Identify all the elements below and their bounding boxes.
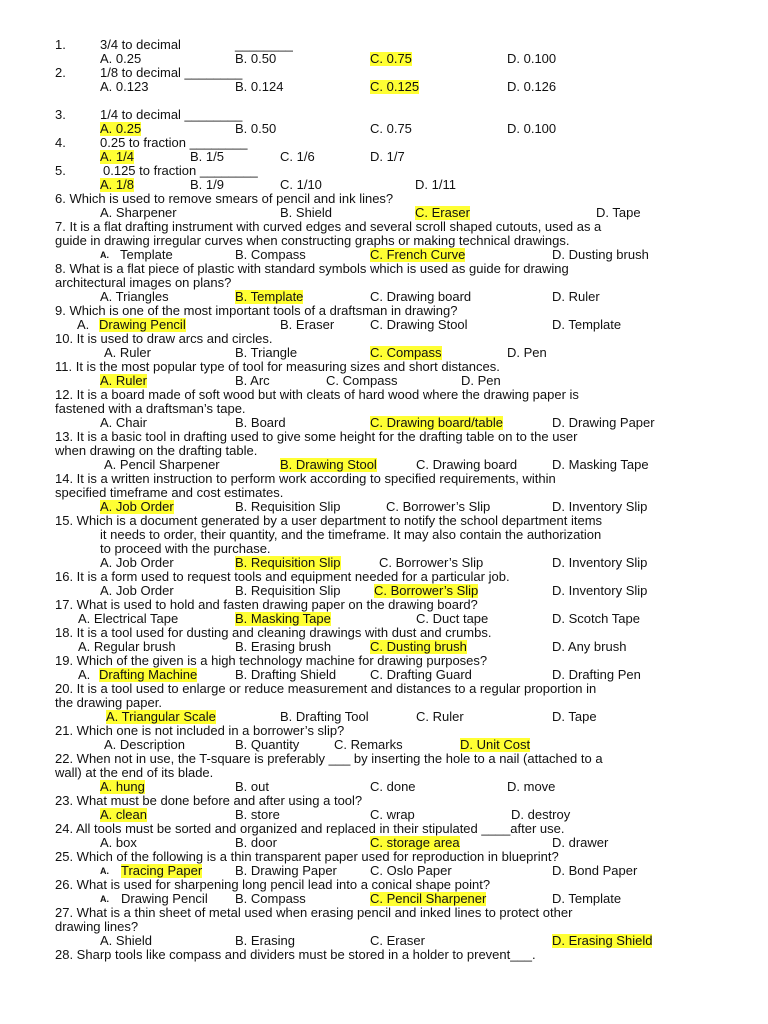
text-line-64	[0, 934, 768, 948]
text-line-48	[0, 710, 768, 724]
text-segment: C. Drafting Guard	[370, 667, 472, 682]
text-segment: 9. Which is one of the most important tools of a draftsman in drawing?	[55, 303, 458, 318]
text-segment: 10. It is used to draw arcs and circles.	[55, 331, 273, 346]
text-segment: D. Bond Paper	[552, 863, 638, 878]
text-segment: A. box	[100, 835, 137, 850]
highlighted-answer: B. Template	[235, 289, 304, 304]
text-segment: A. Job Order	[100, 583, 174, 598]
text-segment: D. drawer	[552, 835, 609, 850]
text-segment: B. Triangle	[235, 345, 298, 360]
text-segment: B. Requisition Slip	[235, 499, 341, 514]
text-line-12	[0, 206, 768, 220]
text-segment: A. Regular brush	[78, 639, 176, 654]
text-segment: B. 1/5	[190, 149, 224, 164]
text-segment: 15. Which is a document generated by a user department to notify the school department items	[55, 513, 603, 528]
text-line-4	[0, 80, 768, 94]
text-line-35	[0, 528, 768, 542]
highlighted-answer: A. Job Order	[100, 499, 174, 514]
text-line-37	[0, 556, 768, 570]
text-line-20	[0, 318, 768, 332]
text-segment: B. out	[235, 779, 269, 794]
text-segment: specified timeframe and cost estimates.	[55, 485, 284, 500]
text-segment: B. 1/9	[190, 177, 224, 192]
text-segment: C. Borrower’s Slip	[379, 555, 484, 570]
text-segment: 27. What is a thin sheet of metal used when erasing pencil and inked lines to protect other	[55, 905, 573, 920]
text-segment: Drawing Pencil	[121, 891, 208, 906]
text-segment: 3/4 to decimal	[100, 37, 181, 52]
text-segment: D. destroy	[511, 807, 571, 822]
text-line-63	[0, 920, 768, 934]
text-line-53	[0, 780, 768, 794]
text-segment: 12. It is a board made of soft wood but with cleats of hard wood where the drawing paper is	[55, 387, 579, 402]
text-segment: D. Any brush	[552, 639, 627, 654]
text-segment: B. Arc	[235, 373, 270, 388]
text-line-62	[0, 906, 768, 920]
text-line-29	[0, 444, 768, 458]
text-segment: D. Inventory Slip	[552, 583, 648, 598]
text-segment: A. Ruler	[104, 345, 151, 360]
text-segment: 13. It is a basic tool in drafting used to give some height for the drafting table on to the user	[55, 429, 578, 444]
text-segment: D. Drawing Paper	[552, 415, 655, 430]
text-segment: C. 0.75	[370, 121, 412, 136]
highlighted-answer: C. Pencil Sharpener	[370, 891, 487, 906]
text-segment: 23. What must be done before and after using a tool?	[55, 793, 363, 808]
text-segment: 24. All tools must be sorted and organized and replaced in their stipulated ____after use.	[55, 821, 565, 836]
highlighted-answer: C. Compass	[370, 345, 442, 360]
text-segment: 1/4 to decimal ________	[100, 107, 243, 122]
text-segment: D. Dusting brush	[552, 247, 649, 262]
text-line-19	[0, 304, 768, 318]
text-line-39	[0, 584, 768, 598]
text-line-33	[0, 500, 768, 514]
text-segment: 6. Which is used to remove smears of pencil and ink lines?	[55, 191, 394, 206]
text-line-23	[0, 360, 768, 374]
text-segment: C. 1/10	[280, 177, 322, 192]
text-segment: B. Board	[235, 415, 286, 430]
text-segment: C. 1/6	[280, 149, 315, 164]
text-segment: 17. What is used to hold and fasten drawing paper on the drawing board?	[55, 597, 478, 612]
text-segment: B. Eraser	[280, 317, 335, 332]
text-line-13	[0, 220, 768, 234]
text-segment: 5.	[55, 163, 66, 178]
highlighted-answer: A. 1/8	[100, 177, 134, 192]
text-line-34	[0, 514, 768, 528]
highlighted-answer: A. 1/4	[100, 149, 134, 164]
highlighted-answer: A. hung	[100, 779, 145, 794]
highlighted-answer: Tracing Paper	[121, 863, 203, 878]
text-segment: A. Job Order	[100, 555, 174, 570]
text-segment: the drawing paper.	[55, 695, 162, 710]
text-line-65	[0, 948, 768, 962]
text-segment: A.	[100, 866, 109, 876]
text-line-16	[0, 262, 768, 276]
text-segment: when drawing on the drafting table.	[55, 443, 258, 458]
text-segment: B. Drawing Paper	[235, 863, 337, 878]
text-segment: to proceed with the purchase.	[100, 541, 271, 556]
text-segment: C. Drawing board	[416, 457, 518, 472]
highlighted-answer: C. Dusting brush	[370, 639, 467, 654]
text-segment: B. Compass	[235, 247, 306, 262]
highlighted-answer: A. Ruler	[100, 373, 147, 388]
text-segment: drawing lines?	[55, 919, 139, 934]
text-segment: 1/8 to decimal ________	[100, 65, 243, 80]
text-segment: D. Inventory Slip	[552, 499, 648, 514]
text-segment: architectural images on plans?	[55, 275, 232, 290]
text-segment: A.	[77, 317, 90, 332]
text-line-47	[0, 696, 768, 710]
text-segment: A. Chair	[100, 415, 147, 430]
text-segment: D. Tape	[596, 205, 641, 220]
highlighted-answer: B. Masking Tape	[235, 611, 331, 626]
text-segment: D. move	[507, 779, 556, 794]
text-segment: B. store	[235, 807, 280, 822]
text-segment: D. Scotch Tape	[552, 611, 640, 626]
text-segment: B. Drafting Shield	[235, 667, 337, 682]
highlighted-answer: C. French Curve	[370, 247, 466, 262]
text-line-24	[0, 374, 768, 388]
text-segment: A.	[78, 667, 91, 682]
text-segment: A. Description	[104, 737, 185, 752]
text-segment: A. Pencil Sharpener	[104, 457, 220, 472]
text-line-32	[0, 486, 768, 500]
text-line-43	[0, 640, 768, 654]
text-segment: Template	[120, 247, 173, 262]
text-segment: C. Eraser	[370, 933, 425, 948]
text-segment: B. Drafting Tool	[280, 709, 369, 724]
text-line-38	[0, 570, 768, 584]
highlighted-answer: C. Eraser	[415, 205, 470, 220]
text-segment: 2.	[55, 65, 66, 80]
text-line-8	[0, 150, 768, 164]
highlighted-answer: A. Triangular Scale	[106, 709, 216, 724]
text-line-57	[0, 836, 768, 850]
text-segment: A.	[100, 250, 109, 260]
text-segment: C. done	[370, 779, 416, 794]
highlighted-answer: A. 0.25	[100, 121, 142, 136]
text-line-40	[0, 598, 768, 612]
text-segment: D. Pen	[461, 373, 501, 388]
text-segment: D. Template	[552, 891, 622, 906]
highlighted-answer: D. Unit Cost	[460, 737, 531, 752]
text-segment: D. Pen	[507, 345, 547, 360]
text-line-60	[0, 878, 768, 892]
text-segment: 20. It is a tool used to enlarge or reduce measurement and distances to a regular proportion in	[55, 681, 597, 696]
highlighted-answer: Drafting Machine	[99, 667, 198, 682]
highlighted-answer: D. Erasing Shield	[552, 933, 653, 948]
highlighted-answer: A. clean	[100, 807, 147, 822]
text-segment: B. Compass	[235, 891, 306, 906]
text-segment: B. 0.50	[235, 121, 277, 136]
text-segment: A. Electrical Tape	[78, 611, 179, 626]
text-segment: B. Quantity	[235, 737, 300, 752]
text-segment: it needs to order, their quantity, and the timeframe. It may also contain the authorization	[100, 527, 602, 542]
highlighted-answer: C. 0.75	[370, 51, 412, 66]
text-segment: 19. Which of the given is a high technology machine for drawing purposes?	[55, 653, 488, 668]
text-line-25	[0, 388, 768, 402]
text-line-31	[0, 472, 768, 486]
text-segment: 18. It is a tool used for dusting and cleaning drawings with dust and crumbs.	[55, 625, 492, 640]
text-segment: B. door	[235, 835, 277, 850]
text-segment: 1.	[55, 37, 66, 52]
text-segment: C. Oslo Paper	[370, 863, 452, 878]
text-segment: 25. Which of the following is a thin transparent paper used for reproduction in blueprint?	[55, 849, 559, 864]
text-segment: B. Shield	[280, 205, 333, 220]
text-line-1	[0, 38, 768, 52]
text-line-2	[0, 52, 768, 66]
highlighted-answer: Drawing Pencil	[99, 317, 186, 332]
text-segment: A. Sharpener	[100, 205, 177, 220]
highlighted-answer: B. Requisition Slip	[235, 555, 341, 570]
text-segment: fastened with a draftsman’s tape.	[55, 401, 246, 416]
text-segment: D. 1/11	[415, 177, 456, 192]
text-segment: D. Template	[552, 317, 622, 332]
text-segment: B. 0.50	[235, 51, 277, 66]
text-segment: 16. It is a form used to request tools and equipment needed for a particular job.	[55, 569, 510, 584]
text-segment: 8. What is a flat piece of plastic with standard symbols which is used as guide for drawing	[55, 261, 569, 276]
text-segment: B. Requisition Slip	[235, 583, 341, 598]
text-segment: 7. It is a flat drafting instrument with curved edges and several scroll shaped cutouts, used as a	[55, 219, 602, 234]
text-segment: D. 0.100	[507, 121, 557, 136]
text-segment: D. Ruler	[552, 289, 600, 304]
highlighted-answer: C. storage area	[370, 835, 460, 850]
text-line-9	[0, 164, 768, 178]
text-line-18	[0, 290, 768, 304]
text-line-44	[0, 654, 768, 668]
text-line-10	[0, 178, 768, 192]
text-segment: C. Ruler	[416, 709, 464, 724]
text-line-61	[0, 892, 768, 906]
text-line-49	[0, 724, 768, 738]
text-segment: 3.	[55, 107, 66, 122]
text-segment: D. 0.126	[507, 79, 557, 94]
text-segment: ________	[235, 37, 293, 52]
text-segment: D. Inventory Slip	[552, 555, 648, 570]
text-segment: D. Masking Tape	[552, 457, 649, 472]
text-line-36	[0, 542, 768, 556]
text-segment: D. 1/7	[370, 149, 405, 164]
text-segment: A. 0.123	[100, 79, 149, 94]
text-segment: C. wrap	[370, 807, 415, 822]
text-line-58	[0, 850, 768, 864]
text-segment: 14. It is a written instruction to perform work according to specified requirements, within	[55, 471, 556, 486]
text-segment: 28. Sharp tools like compass and dividers must be stored in a holder to prevent___.	[55, 947, 536, 962]
text-line-21	[0, 332, 768, 346]
text-line-15	[0, 248, 768, 262]
text-line-45	[0, 668, 768, 682]
text-line-42	[0, 626, 768, 640]
text-line-46	[0, 682, 768, 696]
text-line-41	[0, 612, 768, 626]
text-segment: A. Triangles	[100, 289, 169, 304]
text-segment: 4.	[55, 135, 66, 150]
text-line-5	[0, 108, 768, 122]
text-segment: 26. What is used for sharpening long pencil lead into a conical shape point?	[55, 877, 491, 892]
text-line-55	[0, 808, 768, 822]
text-segment: 0.25 to fraction ________	[100, 135, 248, 150]
text-segment: C. Drawing Stool	[370, 317, 468, 332]
text-segment: D. Drafting Pen	[552, 667, 641, 682]
text-line-11	[0, 192, 768, 206]
text-segment: D. Tape	[552, 709, 597, 724]
text-line-30	[0, 458, 768, 472]
text-segment: 11. It is the most popular type of tool for measuring sizes and short distances.	[55, 359, 500, 374]
text-line-50	[0, 738, 768, 752]
text-segment: C. Borrower’s Slip	[386, 499, 491, 514]
text-segment: A. Shield	[100, 933, 153, 948]
text-segment: 22. When not in use, the T-square is preferably ___ by inserting the hole to a nail (attached to a	[55, 751, 603, 766]
text-line-6	[0, 122, 768, 136]
text-segment: C. Drawing board	[370, 289, 472, 304]
text-segment: D. 0.100	[507, 51, 557, 66]
text-segment: B. Erasing	[235, 933, 295, 948]
text-line-7	[0, 136, 768, 150]
highlighted-answer: C. Borrower’s Slip	[374, 583, 479, 598]
text-line-22	[0, 346, 768, 360]
text-line-56	[0, 822, 768, 836]
text-line-59	[0, 864, 768, 878]
text-segment: B. Erasing brush	[235, 639, 332, 654]
text-line-51	[0, 752, 768, 766]
text-line-3	[0, 66, 768, 80]
text-line-17	[0, 276, 768, 290]
text-segment: wall) at the end of its blade.	[55, 765, 214, 780]
text-segment: C. Compass	[326, 373, 398, 388]
text-line-28	[0, 430, 768, 444]
highlighted-answer: C. Drawing board/table	[370, 415, 503, 430]
text-segment: A. 0.25	[100, 51, 142, 66]
highlighted-answer: C. 0.125	[370, 79, 420, 94]
text-line-54	[0, 794, 768, 808]
text-segment: 21. Which one is not included in a borrower’s slip?	[55, 723, 345, 738]
text-segment: C. Duct tape	[416, 611, 489, 626]
text-segment: C. Remarks	[334, 737, 403, 752]
text-line-26	[0, 402, 768, 416]
text-segment: guide in drawing irregular curves when constructing graphs or making technical drawings.	[55, 233, 570, 248]
text-segment: A.	[100, 894, 109, 904]
text-line-14	[0, 234, 768, 248]
text-line-27	[0, 416, 768, 430]
highlighted-answer: B. Drawing Stool	[280, 457, 377, 472]
text-line-52	[0, 766, 768, 780]
text-segment: 0.125 to fraction ________	[103, 163, 258, 178]
text-segment: B. 0.124	[235, 79, 284, 94]
